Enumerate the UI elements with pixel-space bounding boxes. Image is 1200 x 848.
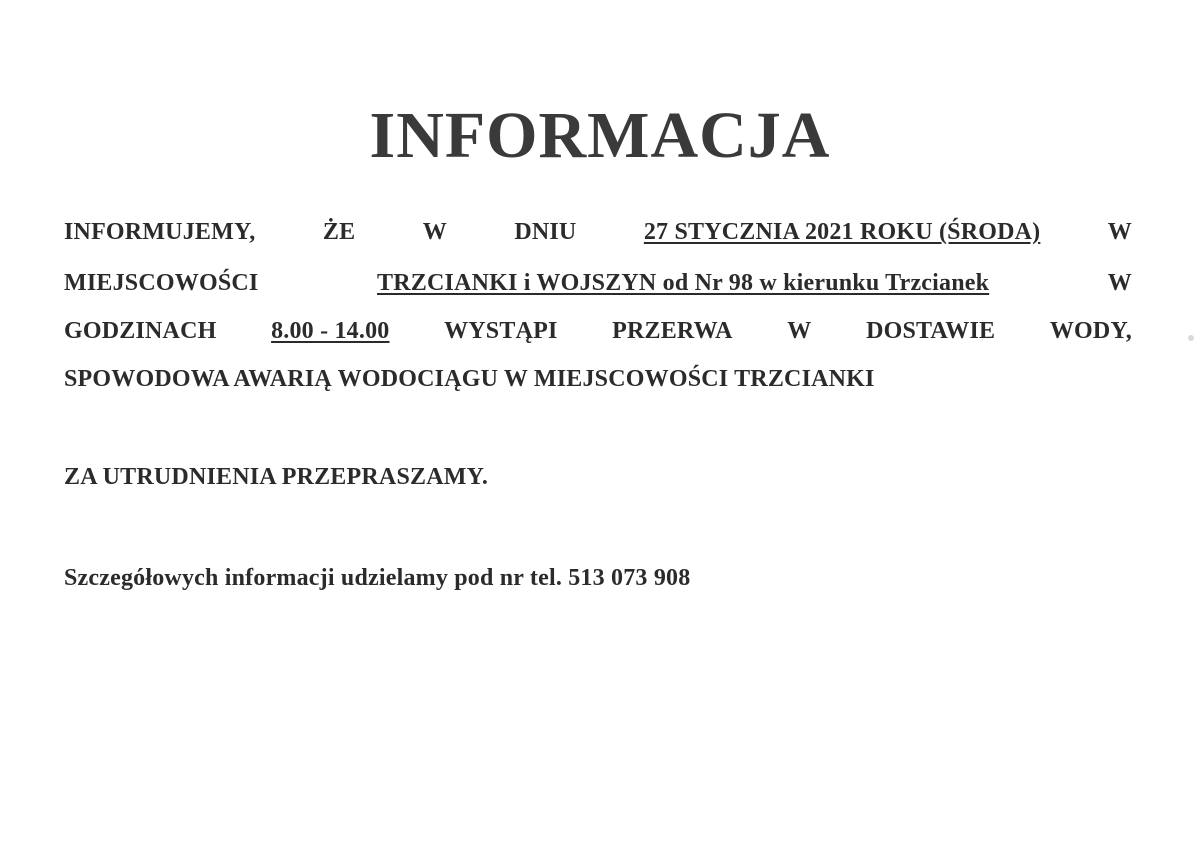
notice-title: INFORMACJA	[369, 99, 831, 172]
notice-line-1	[64, 217, 1132, 247]
notice-line-4: SPOWODOWA AWARIĄ WODOCIĄGU W MIEJSCOWOŚCI TRZCIANKI	[64, 366, 875, 392]
location-underlined: TRZCIANKI i WOJSZYN od Nr 98 w kierunku Trzcianek	[377, 270, 990, 296]
text-fragment: PRZERWA	[612, 318, 733, 344]
date-underlined: 27 STYCZNIA 2021 ROKU (ŚRODA)	[643, 219, 1041, 245]
text-fragment: WODY,	[1049, 318, 1132, 344]
scan-speck	[1188, 335, 1194, 341]
text-fragment: DNIU	[514, 219, 577, 245]
text-fragment: MIEJSCOWOŚCI	[64, 270, 259, 296]
text-fragment: W	[1107, 219, 1132, 245]
contact-text: Szczegółowych informacji udzielamy pod nr tel. 513 073 908	[64, 565, 691, 591]
text-fragment: W	[422, 219, 447, 245]
text-fragment: DOSTAWIE	[866, 318, 996, 344]
hours-underlined: 8.00 - 14.00	[271, 318, 390, 344]
notice-line-3	[64, 316, 1132, 346]
text-fragment: W	[1107, 270, 1132, 296]
notice-line-2	[64, 268, 1132, 298]
text-fragment: WYSTĄPI	[444, 318, 558, 344]
text-fragment: ŻE	[322, 219, 356, 245]
text-fragment: INFORMUJEMY,	[64, 219, 256, 245]
text-fragment: GODZINACH	[64, 318, 217, 344]
text-fragment: W	[787, 318, 812, 344]
apology-text: ZA UTRUDNIENIA PRZEPRASZAMY.	[64, 464, 489, 490]
